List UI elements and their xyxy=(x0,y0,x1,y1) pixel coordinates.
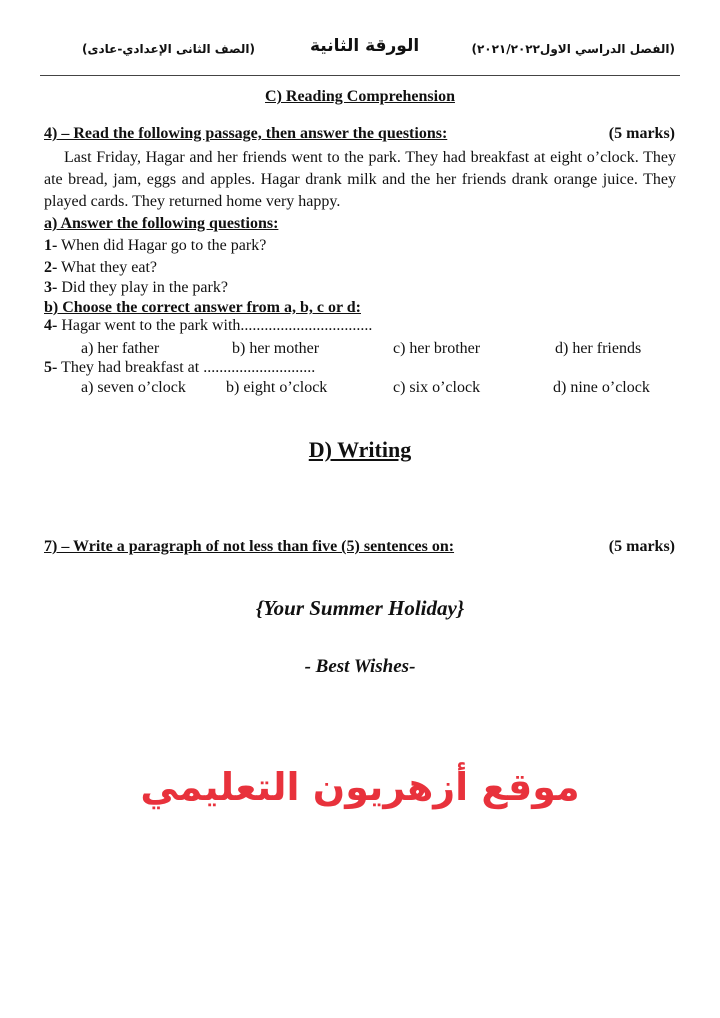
mcq-5-stem xyxy=(44,359,315,377)
question-4-marks: (5 marks) xyxy=(608,125,675,142)
reading-passage: Last Friday, Hagar and her friends went to the park. They had breakfast at eight o’clock. They ate bread, jam, eggs and apples. Hagar drank milk and the her friends drank orange juice. They played cards. They returned home very happy. xyxy=(44,149,676,210)
writing-section-title: D) Writing xyxy=(308,437,412,462)
question-number: 2- xyxy=(44,259,58,276)
question-7-title: 7) – Write a paragraph of not less than five (5) sentences on: xyxy=(44,538,455,555)
question-number: 1- xyxy=(44,237,58,254)
part-b-title: b) Choose the correct answer from a, b, c or d: xyxy=(44,299,361,316)
question-text: What they eat? xyxy=(57,259,157,276)
header-paper-title: الورقة الثانية xyxy=(310,36,420,56)
question-number: 4- xyxy=(44,317,58,334)
mcq-5-option-b: b) eight o’clock xyxy=(226,379,328,396)
question-3 xyxy=(44,279,228,297)
question-text: They had breakfast at ............................ xyxy=(57,359,316,376)
mcq-5-option-a: a) seven o’clock xyxy=(81,379,186,396)
header-term-label: (الفصل الدراسي الاول٢٠٢١/٢٠٢٢) xyxy=(471,42,675,56)
mcq-4-option-d: d) her friends xyxy=(555,340,642,357)
part-a-title: a) Answer the following questions: xyxy=(44,215,279,232)
header-grade-label: (الصف الثانى الإعدادي-عادى) xyxy=(82,42,256,56)
mcq-5-option-d: d) nine o’clock xyxy=(553,379,650,396)
question-2 xyxy=(44,259,157,277)
closing-wishes: - Best Wishes- xyxy=(304,656,416,677)
mcq-4-stem xyxy=(44,317,372,335)
mcq-5-option-c: c) six o’clock xyxy=(393,379,481,396)
question-text: When did Hagar go to the park? xyxy=(57,237,267,254)
question-number: 5- xyxy=(44,359,58,376)
writing-topic: {Your Summer Holiday} xyxy=(255,596,465,620)
question-text: Hagar went to the park with................................. xyxy=(57,317,373,334)
mcq-4-option-a: a) her father xyxy=(81,340,160,357)
question-4-title: 4) – Read the following passage, then answer the questions: xyxy=(44,125,448,142)
reading-section-title: C) Reading Comprehension xyxy=(265,88,455,105)
question-number: 3- xyxy=(44,279,58,296)
mcq-4-option-b: b) her mother xyxy=(232,340,320,357)
question-1 xyxy=(44,237,266,255)
mcq-4-option-c: c) her brother xyxy=(393,340,481,357)
question-text: Did they play in the park? xyxy=(57,279,228,296)
question-7-marks: (5 marks) xyxy=(608,538,675,555)
header-divider xyxy=(40,75,680,76)
site-watermark: موقع أزهريون التعليمي xyxy=(140,765,580,809)
